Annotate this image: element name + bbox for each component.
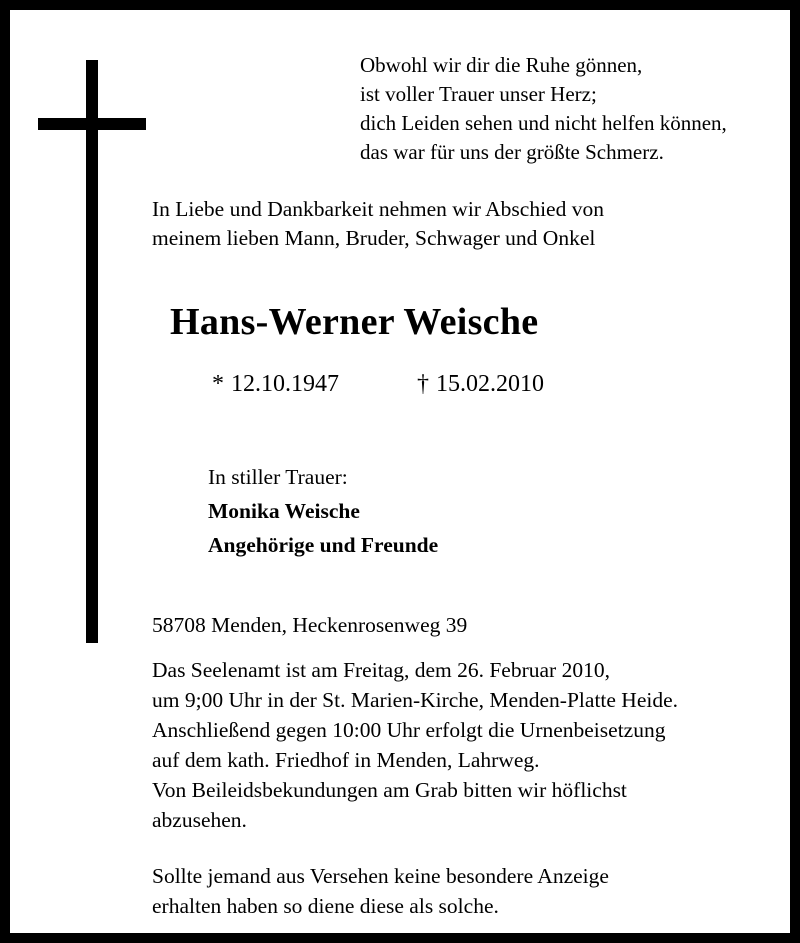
farewell-statement	[152, 195, 604, 253]
mourners-block	[208, 460, 438, 562]
birth-date: 12.10.1947	[231, 371, 339, 397]
closing-line: erhalten haben so diene diese als solche.	[152, 894, 499, 918]
farewell-line: In Liebe und Dankbarkeit nehmen wir Abschied von	[152, 197, 604, 221]
service-line: auf dem kath. Friedhof in Menden, Lahrweg.	[152, 748, 540, 772]
poem-line: das war für uns der größte Schmerz.	[360, 140, 664, 164]
birth-symbol: *	[212, 371, 224, 397]
latin-cross-icon	[10, 10, 180, 660]
service-line: um 9;00 Uhr in der St. Marien-Kirche, Menden-Platte Heide.	[152, 688, 679, 712]
service-line: abzusehen.	[152, 808, 247, 832]
notice-canvas	[10, 10, 790, 933]
poem-line: dich Leiden sehen und nicht helfen können,	[360, 111, 727, 135]
poem-line: Obwohl wir dir die Ruhe gönnen,	[360, 53, 643, 77]
mourner-name: Monika Weische	[208, 499, 360, 523]
mourners-intro: In stiller Trauer:	[208, 465, 348, 489]
birth-date-group	[212, 371, 339, 397]
death-date: 15.02.2010	[436, 371, 544, 397]
service-line: Von Beileidsbekundungen am Grab bitten wir höflichst	[152, 778, 627, 802]
life-dates	[212, 368, 544, 400]
deceased-name: Hans-Werner Weische	[170, 301, 539, 343]
death-date-group	[417, 371, 544, 397]
service-line: Anschließend gegen 10:00 Uhr erfolgt die Urnenbeisetzung	[152, 718, 666, 742]
cross-horizontal-bar	[38, 118, 146, 130]
death-symbol: †	[417, 371, 429, 397]
memorial-poem	[360, 51, 727, 167]
mourner-address: 58708 Menden, Heckenrosenweg 39	[152, 613, 468, 637]
farewell-line: meinem lieben Mann, Bruder, Schwager und Onkel	[152, 226, 596, 250]
cross-vertical-bar	[86, 60, 98, 643]
poem-line: ist voller Trauer unser Herz;	[360, 82, 597, 106]
mourner-name: Angehörige und Freunde	[208, 533, 439, 557]
service-line: Das Seelenamt ist am Freitag, dem 26. Februar 2010,	[152, 658, 610, 682]
closing-line: Sollte jemand aus Versehen keine besondere Anzeige	[152, 864, 609, 888]
closing-note	[152, 861, 609, 921]
funeral-service-details	[152, 655, 678, 835]
